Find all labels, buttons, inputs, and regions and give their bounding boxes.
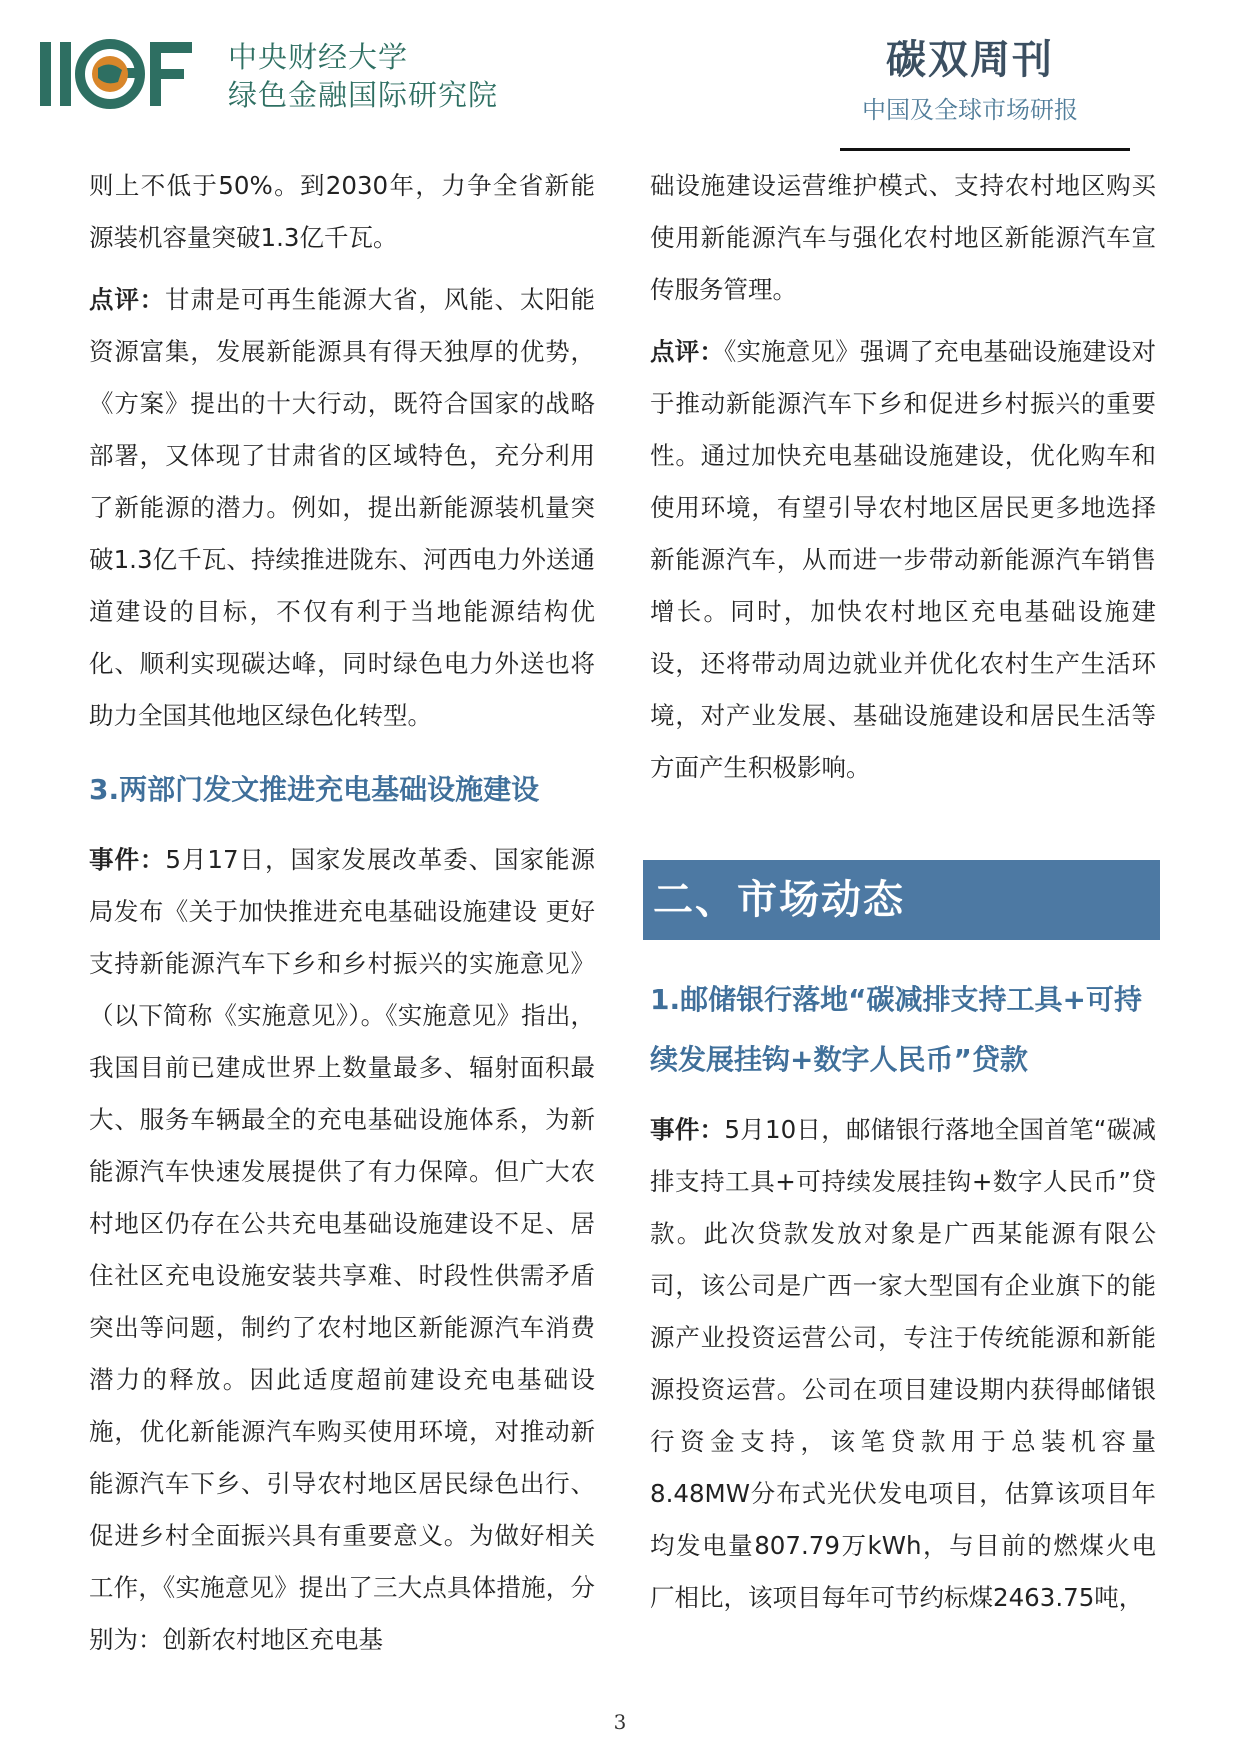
comment-text: 《实施意见》强调了充电基础设施建设对于推动新能源汽车下乡和促进乡村振兴的重要性。通过加快充电基础设施建设，优化购车和使用环境，有望引导农村地区居民更多地选择新能源汽车，从而进一步带动新能源汽车销售增长。同时，加快农村地区充电基础设施建设，还将带动周边就业并优化农村生产生活环境，对产业发展、基础设施建设和居民生活等方面产生积极影响。 xyxy=(650,337,1156,782)
subheading: 1.邮储银行落地“碳减排支持工具+可持续发展挂钩+数字人民币”贷款 xyxy=(650,983,1142,1076)
header-rule xyxy=(840,148,1130,151)
comment-paragraph xyxy=(650,326,1156,794)
comment-label: 点评： xyxy=(89,285,166,314)
paragraph: 则上不低于50%。到2030年，力争全省新能源装机容量突破1.3亿千瓦。 xyxy=(89,171,595,252)
event-label: 事件： xyxy=(650,1115,725,1144)
organization-name xyxy=(228,38,498,114)
event-paragraph xyxy=(650,1104,1156,1624)
subheading: 3.两部门发文推进充电基础设施建设 xyxy=(89,773,540,806)
page-number: 3 xyxy=(613,1710,627,1734)
right-column-lower xyxy=(650,970,1156,1624)
org-name-line1: 中央财经大学 xyxy=(228,40,409,74)
section-title-bar: 二、市场动态 xyxy=(643,860,1160,940)
left-column xyxy=(89,160,595,1666)
publication-title: 碳双周刊 xyxy=(886,37,1054,83)
comment-label: 点评： xyxy=(650,337,725,366)
comment-paragraph xyxy=(89,274,595,742)
event-text: 5月10日，邮储银行落地全国首笔“碳减排支持工具+可持续发展挂钩+数字人民币”贷款。此次贷款发放对象是广西某能源有限公司，该公司是广西一家大型国有企业旗下的能源产业投资运营公司，专注于传统能源和新能源投资运营。公司在项目建设期内获得邮储银行资金支持，该笔贷款用于总装机容量8.48MW分布式光伏发电项目，估算该项目年均发电量807.79万kWh，与目前的燃煤火电厂相比，该项目每年可节约标煤2463.75吨， xyxy=(650,1115,1156,1612)
iigf-logo xyxy=(40,38,205,110)
publication-header xyxy=(820,32,1120,130)
event-paragraph xyxy=(89,834,595,1666)
publication-subtitle: 中国及全球市场研报 xyxy=(862,96,1078,124)
right-column xyxy=(650,160,1156,794)
event-label: 事件： xyxy=(89,845,166,874)
event-text: 5月17日，国家发展改革委、国家能源局发布《关于加快推进充电基础设施建设 更好支持新能源汽车下乡和乡村振兴的实施意见》（以下简称《实施意见》）。《实施意见》指出，我国目前已建成世界上数量最多、辐射面积最大、服务车辆最全的充电基础设施体系，为新能源汽车快速发展提供了有力保障。但广大农村地区仍存在公共充电基础设施建设不足、居住社区充电设施安装共享难、时段性供需矛盾突出等问题，制约了农村地区新能源汽车消费潜力的释放。因此适度超前建设充电基础设施，优化新能源汽车购买使用环境，对推动新能源汽车下乡、引导农村地区居民绿色出行、促进乡村全面振兴具有重要意义。为做好相关工作，《实施意见》提出了三大点具体措施，分别为：创新农村地区充电基 xyxy=(89,845,596,1654)
paragraph: 础设施建设运营维护模式、支持农村地区购买使用新能源汽车与强化农村地区新能源汽车宣传服务管理。 xyxy=(650,171,1156,304)
org-name-line2: 绿色金融国际研究院 xyxy=(228,78,499,112)
comment-text: 甘肃是可再生能源大省，风能、太阳能资源富集，发展新能源具有得天独厚的优势，《方案》提出的十大行动，既符合国家的战略部署，又体现了甘肃省的区域特色，充分利用了新能源的潜力。例如，提出新能源装机量突破1.3亿千瓦、持续推进陇东、河西电力外送通道建设的目标，不仅有利于当地能源结构优化、顺利实现碳达峰，同时绿色电力外送也将助力全国其他地区绿色化转型。 xyxy=(89,285,596,730)
